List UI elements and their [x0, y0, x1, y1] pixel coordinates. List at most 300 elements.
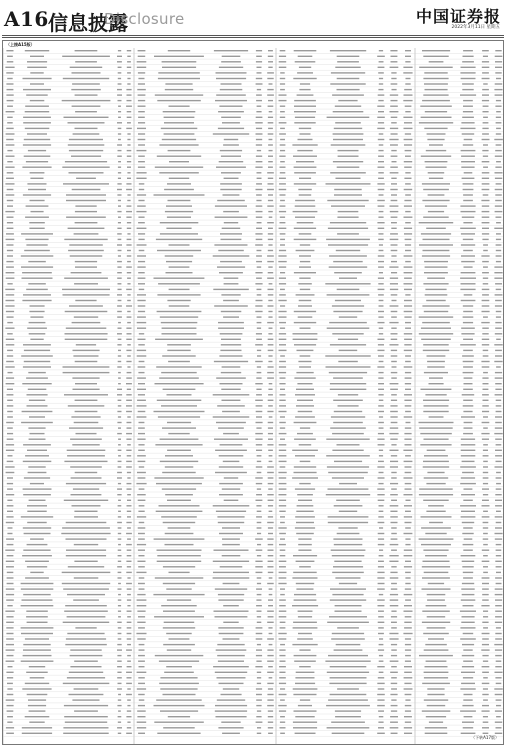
fine-print-cell: [495, 611, 502, 612]
fine-print-cell: [333, 377, 363, 378]
fine-print-cell: [496, 316, 501, 317]
fine-print-cell: [293, 722, 317, 723]
fine-print-cell: [424, 372, 448, 373]
fine-print-cell: [495, 599, 502, 600]
fine-print-cell: [257, 294, 262, 295]
fine-print-cell: [405, 694, 412, 695]
fine-print-cell: [278, 311, 286, 312]
fine-print-cell: [280, 716, 285, 717]
fine-print-cell: [379, 400, 384, 401]
fine-print-cell: [403, 100, 412, 101]
fine-print-cell: [482, 411, 489, 412]
fine-print-cell: [219, 633, 244, 634]
fine-print-cell: [138, 616, 145, 617]
fine-print-cell: [137, 205, 146, 206]
fine-print-cell: [118, 78, 121, 79]
fine-print-cell: [162, 488, 196, 489]
fine-print-cell: [481, 649, 489, 650]
fine-print-cell: [482, 272, 489, 273]
fine-print-cell: [391, 400, 397, 401]
fine-print-cell: [462, 522, 474, 523]
fine-print-cell: [256, 161, 263, 162]
fine-print-cell: [138, 78, 144, 79]
fine-print-cell: [294, 439, 316, 440]
fine-print-cell: [166, 272, 193, 273]
fine-print-cell: [296, 389, 314, 390]
fine-print-cell: [280, 161, 285, 162]
fine-print-cell: [423, 217, 449, 218]
fine-print-cell: [28, 261, 46, 262]
fine-print-cell: [279, 411, 287, 412]
fine-print-cell: [166, 588, 191, 589]
fine-print-cell: [462, 533, 473, 534]
fine-print-cell: [482, 705, 489, 706]
fine-print-cell: [30, 56, 44, 57]
fine-print-cell: [5, 67, 14, 68]
fine-print-cell: [378, 150, 383, 151]
fine-print-cell: [268, 339, 274, 340]
fine-print-cell: [6, 261, 13, 262]
fine-print-cell: [256, 255, 262, 256]
fine-print-cell: [377, 572, 384, 573]
fine-print-cell: [295, 455, 315, 456]
fine-print-cell: [463, 189, 474, 190]
fine-print-cell: [495, 649, 502, 650]
fine-print-cell: [496, 544, 502, 545]
fine-print-cell: [339, 483, 357, 484]
fine-print-cell: [117, 333, 122, 334]
fine-print-cell: [422, 577, 450, 578]
fine-print-cell: [223, 638, 240, 639]
fine-print-cell: [404, 605, 412, 606]
fine-print-cell: [483, 117, 488, 118]
fine-print-cell: [404, 178, 411, 179]
fine-print-cell: [267, 538, 273, 539]
fine-print-cell: [390, 461, 398, 462]
fine-print-cell: [427, 599, 445, 600]
fine-print-cell: [464, 383, 473, 384]
fine-print-cell: [391, 133, 398, 134]
fine-print-cell: [377, 439, 384, 440]
fine-print-cell: [279, 100, 287, 101]
fine-print-cell: [255, 272, 262, 273]
fine-print-cell: [425, 111, 447, 112]
fine-print-cell: [126, 683, 132, 684]
fine-print-cell: [117, 677, 122, 678]
fine-print-cell: [268, 627, 272, 628]
fine-print-cell: [299, 128, 311, 129]
fine-print-cell: [391, 616, 397, 617]
fine-print-cell: [62, 167, 109, 168]
fine-print-cell: [391, 527, 397, 528]
fine-print-cell: [65, 333, 108, 334]
fine-print-cell: [126, 266, 132, 267]
fine-print-cell: [463, 316, 474, 317]
fine-print-cell: [21, 516, 53, 517]
fine-print-cell: [495, 638, 502, 639]
fine-print-cell: [378, 538, 384, 539]
fine-print-cell: [391, 477, 397, 478]
fine-print-cell: [425, 555, 447, 556]
fine-print-cell: [297, 494, 313, 495]
fine-print-cell: [30, 200, 45, 201]
fine-print-cell: [391, 250, 398, 251]
fine-print-cell: [280, 550, 286, 551]
fine-print-cell: [269, 594, 273, 595]
fine-print-cell: [495, 300, 502, 301]
fine-print-cell: [327, 466, 369, 467]
fine-print-cell: [405, 405, 412, 406]
fine-print-cell: [295, 683, 315, 684]
fine-print-cell: [160, 439, 199, 440]
fine-print-cell: [267, 522, 274, 523]
fine-print-cell: [423, 189, 449, 190]
fine-print-cell: [8, 666, 13, 667]
fine-print-cell: [424, 572, 449, 573]
fine-print-cell: [482, 161, 490, 162]
fine-print-cell: [268, 477, 274, 478]
fine-print-cell: [117, 61, 122, 62]
fine-print-cell: [6, 444, 14, 445]
fine-print-cell: [496, 239, 501, 240]
fine-print-cell: [405, 472, 412, 473]
fine-print-cell: [482, 172, 490, 173]
fine-print-cell: [461, 683, 475, 684]
fine-print-cell: [7, 161, 12, 162]
fine-print-cell: [460, 688, 475, 689]
fine-print-cell: [257, 672, 261, 673]
fine-print-cell: [378, 161, 384, 162]
fine-print-cell: [333, 400, 363, 401]
fine-print-cell: [279, 372, 286, 373]
fine-print-cell: [296, 522, 314, 523]
fine-print-cell: [220, 189, 241, 190]
fine-print-cell: [127, 705, 130, 706]
fine-print-cell: [126, 649, 132, 650]
fine-print-cell: [72, 699, 99, 700]
fine-print-cell: [337, 289, 360, 290]
fine-print-cell: [461, 672, 475, 673]
fine-print-cell: [419, 244, 453, 245]
fine-print-cell: [280, 172, 286, 173]
fine-print-cell: [280, 555, 286, 556]
fine-print-cell: [138, 394, 145, 395]
fine-print-cell: [495, 194, 502, 195]
fine-print-cell: [216, 167, 246, 168]
fine-print-cell: [6, 344, 15, 345]
fine-print-cell: [482, 294, 489, 295]
fine-print-cell: [377, 466, 384, 467]
fine-print-cell: [462, 61, 474, 62]
fine-print-cell: [483, 444, 488, 445]
fine-print-cell: [156, 483, 202, 484]
fine-print-cell: [158, 72, 200, 73]
fine-print-cell: [268, 67, 272, 68]
fine-print-cell: [463, 544, 474, 545]
fine-print-cell: [117, 189, 122, 190]
fine-print-cell: [297, 72, 313, 73]
fine-print-cell: [256, 483, 262, 484]
fine-print-cell: [279, 572, 287, 573]
fine-print-cell: [7, 405, 14, 406]
fine-print-cell: [267, 694, 273, 695]
fine-print-cell: [268, 427, 273, 428]
fine-print-cell: [255, 400, 263, 401]
fine-print-cell: [496, 100, 501, 101]
fine-print-cell: [28, 150, 46, 151]
fine-print-cell: [154, 278, 205, 279]
fine-print-cell: [496, 566, 502, 567]
fine-print-cell: [405, 644, 411, 645]
fine-print-cell: [391, 444, 396, 445]
fine-print-cell: [117, 244, 122, 245]
fine-print-cell: [378, 239, 384, 240]
fine-print-cell: [482, 300, 490, 301]
fine-print-cell: [391, 328, 396, 329]
fine-print-cell: [280, 699, 285, 700]
fine-print-cell: [495, 516, 503, 517]
fine-print-cell: [390, 383, 399, 384]
fine-print-cell: [379, 594, 383, 595]
fine-print-cell: [483, 266, 488, 267]
fine-print-cell: [390, 167, 398, 168]
fine-print-cell: [118, 527, 122, 528]
fine-print-cell: [74, 661, 98, 662]
fine-print-cell: [257, 533, 261, 534]
fine-print-cell: [425, 727, 447, 728]
fine-print-cell: [405, 455, 411, 456]
fine-print-cell: [138, 239, 144, 240]
fine-print-cell: [117, 94, 122, 95]
fine-print-cell: [7, 172, 14, 173]
fine-print-cell: [256, 200, 261, 201]
fine-print-cell: [67, 616, 106, 617]
fine-print-cell: [482, 328, 489, 329]
fine-print-cell: [6, 733, 14, 734]
fine-print-cell: [66, 217, 106, 218]
fine-print-cell: [64, 239, 107, 240]
fine-print-cell: [423, 550, 448, 551]
fine-print-cell: [218, 427, 244, 428]
fine-print-cell: [391, 583, 397, 584]
fine-print-cell: [404, 394, 412, 395]
fine-print-cell: [390, 716, 398, 717]
fine-print-cell: [464, 294, 473, 295]
fine-print-cell: [279, 710, 286, 711]
fine-print-cell: [463, 433, 473, 434]
fine-print-cell: [256, 550, 263, 551]
fine-print-cell: [404, 622, 411, 623]
fine-print-cell: [64, 716, 108, 717]
fine-print-cell: [138, 222, 145, 223]
fine-print-cell: [403, 67, 412, 68]
fine-print-cell: [483, 83, 488, 84]
fine-print-cell: [390, 599, 399, 600]
fine-print-cell: [75, 411, 98, 412]
fine-print-cell: [28, 427, 45, 428]
fine-print-cell: [463, 366, 473, 367]
fine-print-cell: [279, 250, 286, 251]
fine-print-cell: [280, 377, 286, 378]
fine-print-cell: [137, 172, 147, 173]
fine-print-cell: [269, 83, 273, 84]
fine-print-cell: [482, 189, 490, 190]
fine-print-cell: [495, 372, 502, 373]
fine-print-cell: [136, 178, 146, 179]
fine-print-cell: [165, 211, 193, 212]
fine-print-cell: [483, 355, 489, 356]
fine-print-cell: [428, 638, 444, 639]
fine-print-cell: [127, 194, 130, 195]
fine-print-cell: [64, 394, 108, 395]
fine-print-cell: [217, 405, 245, 406]
fine-print-cell: [268, 50, 273, 51]
fine-print-cell: [279, 178, 286, 179]
fine-print-cell: [118, 111, 121, 112]
fine-print-cell: [216, 511, 246, 512]
fine-print-cell: [391, 56, 398, 57]
fine-print-cell: [267, 638, 274, 639]
fine-print-cell: [280, 594, 285, 595]
fine-print-cell: [118, 83, 122, 84]
fine-print-cell: [256, 183, 262, 184]
fine-print-cell: [162, 139, 196, 140]
fine-print-cell: [22, 688, 51, 689]
fine-print-cell: [391, 255, 396, 256]
fine-print-cell: [429, 722, 443, 723]
fine-print-cell: [279, 477, 287, 478]
fine-print-cell: [217, 516, 244, 517]
fine-print-cell: [215, 705, 247, 706]
fine-print-cell: [66, 555, 106, 556]
fine-print-cell: [137, 350, 146, 351]
fine-print-cell: [219, 272, 243, 273]
fine-print-cell: [137, 710, 146, 711]
fine-print-cell: [494, 228, 502, 229]
fine-print-cell: [460, 638, 476, 639]
fine-print-cell: [6, 311, 14, 312]
fine-print-cell: [329, 683, 366, 684]
fine-print-cell: [481, 361, 489, 362]
fine-print-cell: [7, 500, 12, 501]
fine-print-cell: [138, 72, 145, 73]
fine-print-cell: [137, 722, 147, 723]
fine-print-cell: [223, 622, 238, 623]
fine-print-cell: [378, 444, 385, 445]
fine-print-cell: [377, 488, 384, 489]
fine-print-cell: [127, 389, 131, 390]
fine-print-cell: [405, 661, 411, 662]
fine-print-cell: [219, 455, 244, 456]
fine-print-cell: [127, 311, 131, 312]
fine-print-cell: [7, 250, 13, 251]
fine-print-cell: [256, 128, 262, 129]
fine-print-cell: [138, 383, 145, 384]
fine-print-cell: [392, 89, 397, 90]
fine-print-cell: [279, 605, 286, 606]
fine-print-cell: [404, 344, 411, 345]
fine-print-cell: [28, 389, 47, 390]
fine-print-cell: [391, 78, 396, 79]
fine-print-cell: [463, 106, 473, 107]
fine-print-cell: [138, 344, 145, 345]
fine-print-cell: [6, 266, 14, 267]
fine-print-cell: [495, 172, 503, 173]
fine-print-cell: [224, 500, 239, 501]
fine-print-cell: [405, 544, 410, 545]
fine-print-cell: [329, 616, 367, 617]
fine-print-cell: [117, 672, 121, 673]
fine-print-cell: [296, 588, 313, 589]
fine-print-cell: [257, 511, 262, 512]
fine-print-cell: [156, 511, 203, 512]
fine-print-cell: [483, 522, 489, 523]
fine-print-cell: [29, 222, 45, 223]
fine-print-cell: [391, 688, 397, 689]
fine-print-cell: [118, 167, 121, 168]
fine-print-cell: [127, 427, 132, 428]
fine-print-cell: [257, 544, 261, 545]
fine-print-cell: [23, 644, 50, 645]
fine-print-cell: [494, 272, 502, 273]
fine-print-cell: [482, 727, 489, 728]
fine-print-cell: [268, 433, 273, 434]
fine-print-cell: [293, 156, 317, 157]
fine-print-cell: [496, 488, 502, 489]
fine-print-cell: [335, 300, 361, 301]
fine-print-cell: [118, 328, 122, 329]
fine-print-cell: [390, 466, 398, 467]
fine-print-cell: [268, 572, 274, 573]
fine-print-cell: [63, 78, 109, 79]
fine-print-cell: [157, 294, 200, 295]
fine-print-cell: [378, 205, 385, 206]
fine-print-cell: [334, 461, 362, 462]
fine-print-cell: [6, 294, 15, 295]
fine-print-cell: [27, 183, 46, 184]
fine-print-cell: [482, 366, 490, 367]
fine-print-cell: [127, 488, 132, 489]
fine-print-cell: [27, 67, 47, 68]
fine-print-cell: [278, 527, 286, 528]
fine-print-cell: [268, 122, 274, 123]
fine-print-cell: [483, 472, 488, 473]
fine-print-cell: [422, 622, 450, 623]
fine-print-cell: [69, 427, 103, 428]
fine-print-cell: [268, 133, 274, 134]
fine-print-cell: [257, 527, 262, 528]
fine-print-cell: [390, 305, 399, 306]
fine-print-cell: [335, 67, 360, 68]
fine-print-cell: [464, 172, 473, 173]
fine-print-cell: [405, 705, 412, 706]
fine-print-cell: [256, 494, 262, 495]
header-rule-thin: [2, 37, 504, 38]
fine-print-cell: [482, 672, 489, 673]
fine-print-cell: [7, 555, 14, 556]
fine-print-cell: [214, 305, 248, 306]
fine-print-cell: [425, 161, 448, 162]
fine-print-cell: [378, 710, 384, 711]
fine-print-cell: [169, 244, 190, 245]
fine-print-cell: [378, 156, 384, 157]
fine-print-cell: [154, 411, 205, 412]
fine-print-cell: [278, 472, 286, 473]
fine-print-cell: [127, 494, 131, 495]
fine-print-cell: [24, 477, 50, 478]
fine-print-cell: [7, 511, 13, 512]
fine-print-cell: [483, 572, 488, 573]
